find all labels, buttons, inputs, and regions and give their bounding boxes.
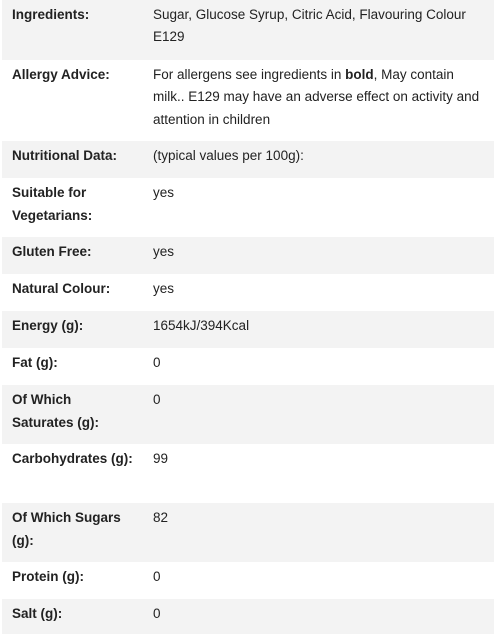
allergy-text-start: For allergens see ingredients in bbox=[153, 67, 346, 82]
table-row-ingredients bbox=[2, 0, 494, 60]
row-label: Of Which Sugars (g): bbox=[2, 503, 143, 562]
table-row-salt bbox=[2, 599, 494, 634]
row-label: Suitable for Vegetarians: bbox=[12, 185, 93, 223]
table-row-nutritional-data bbox=[2, 141, 494, 178]
row-value bbox=[143, 60, 494, 141]
table-row-natural-colour bbox=[2, 274, 494, 311]
table-row-energy bbox=[2, 311, 494, 348]
row-value: 0 bbox=[143, 385, 494, 444]
row-value: 99 bbox=[153, 451, 169, 467]
row-value: (typical values per 100g): bbox=[143, 141, 494, 178]
allergy-text-end: , May contain milk.. E129 may have an adverse effect on activity and attention in children bbox=[153, 67, 480, 127]
row-label: Fat (g): bbox=[12, 355, 58, 371]
table-row-carbohydrates bbox=[2, 444, 494, 503]
row-value: 0 bbox=[143, 599, 494, 634]
row-value: yes bbox=[153, 281, 175, 297]
row-value: 0 bbox=[153, 569, 161, 585]
row-value: 0 bbox=[153, 355, 161, 371]
table-row-gluten-free bbox=[2, 237, 494, 274]
table-row-protein bbox=[2, 562, 494, 599]
table-row-suitable-for-vegetarians bbox=[2, 178, 494, 237]
table-row-saturates bbox=[2, 385, 494, 444]
row-value: Sugar, Glucose Syrup, Citric Acid, Flavouring Colour E129 bbox=[143, 0, 494, 60]
allergy-text-bold: bold bbox=[345, 67, 374, 82]
row-label: Energy (g): bbox=[2, 311, 143, 348]
table-row-sugars bbox=[2, 503, 494, 562]
row-value: 82 bbox=[143, 503, 494, 562]
row-label: Gluten Free: bbox=[2, 237, 143, 274]
row-label: Natural Colour: bbox=[12, 281, 111, 297]
row-value: 1654kJ/394Kcal bbox=[143, 311, 494, 348]
product-info-table bbox=[2, 0, 494, 634]
row-value: yes bbox=[153, 185, 175, 201]
row-label: Of Which Saturates (g): bbox=[2, 385, 143, 444]
row-value: yes bbox=[143, 237, 494, 274]
row-label: Allergy Advice: bbox=[12, 67, 110, 82]
row-label: Protein (g): bbox=[12, 569, 84, 585]
row-label: Salt (g): bbox=[2, 599, 143, 634]
table-row-fat bbox=[2, 348, 494, 385]
row-label: Ingredients: bbox=[2, 0, 143, 60]
row-label: Carbohydrates (g): bbox=[12, 451, 133, 467]
row-label: Nutritional Data: bbox=[2, 141, 143, 178]
table-row-allergy-advice bbox=[2, 60, 494, 141]
